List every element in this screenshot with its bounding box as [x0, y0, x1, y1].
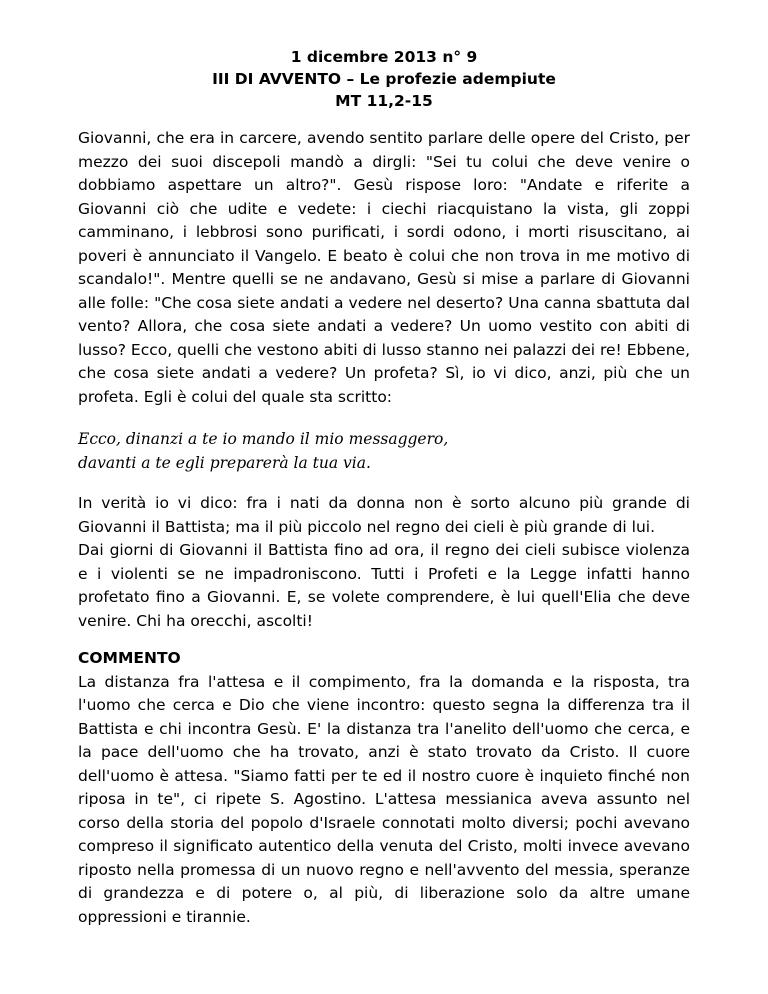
reference-line: MT 11,2-15 — [335, 92, 433, 110]
quote-line-1: Ecco, dinanzi a te io mando il mio messaggero, — [78, 430, 449, 448]
scripture-quote — [78, 428, 690, 475]
commento-title: COMMENTO — [78, 649, 181, 667]
gospel-paragraph-2 — [78, 492, 690, 633]
gospel-paragraph-2b: Dai giorni di Giovanni il Battista fino ad ora, il regno dei cieli subisce violenza e i violenti se ne impadroniscono. Tutti i Profeti e la Legge infatti hanno profetato fino a Giovanni. E, se volete comprendere, è lui quell'Elia che deve venire. Chi ha orecchi, ascolti! — [78, 541, 690, 630]
document-page — [78, 46, 690, 929]
document-header — [78, 46, 690, 112]
quote-line-2: davanti a te egli preparerà la tua via. — [78, 453, 371, 472]
date-line: 1 dicembre 2013 n° 9 — [290, 48, 478, 66]
gospel-paragraph-2a: In verità io vi dico: fra i nati da donna non è sorto alcuno più grande di Giovanni il Battista; ma il più piccolo nel regno dei cieli è più grande di lui. — [78, 494, 690, 536]
gospel-paragraph-1: Giovanni, che era in carcere, avendo sentito parlare delle opere del Cristo, per mezzo dei suoi discepoli mandò a dirgli: "Sei tu colui che deve venire o dobbiamo aspettare un altro?". Gesù rispose loro: "Andate e riferite a Giovanni ciò che udite e vedete: i ciechi riacquistano la vista, gli zoppi camminano, i lebbrosi sono purificati, i sordi odono, i morti risuscitano, ai poveri è annunciato il Vangelo. E beato è colui che non trova in me motivo di scandalo!". Mentre quelli se ne andavano, Gesù si mise a parlare di Giovanni alle folle: "Che cosa siete andati a vedere nel deserto? Una canna sbattuta dal vento? Allora, che cosa siete andati a vedere? Un uomo vestito con abiti di lusso? Ecco, quelli che vestono abiti di lusso stanno nei palazzi dei re! Ebbene, che cosa siete andati a vedere? Un profeta? Sì, io vi dico, anzi, più che un profeta. Egli è colui del quale sta scritto: — [78, 129, 690, 406]
title-line: III DI AVVENTO – Le profezie adempiute — [212, 70, 556, 88]
commento-paragraph: La distanza fra l'attesa e il compimento, fra la domanda e la risposta, tra l'uomo che cerca e Dio che viene incontro: questo segna la differenza tra il Battista e chi incontra Gesù. E' la distanza tra l'anelito dell'uomo che cerca, e la pace dell'uomo che ha trovato, anzi è stato trovato da Cristo. Il cuore dell'uomo è attesa. "Siamo fatti per te ed il nostro cuore è inquieto finché non riposa in te", ci ripete S. Agostino. L'attesa messianica aveva assunto nel corso della storia del popolo d'Israele connotati molto diversi; pochi avevano compreso il significato autentico della venuta del Cristo, molti invece avevano riposto nella promessa di un nuovo regno e nell'avvento del messia, speranze di grandezza e di potere o, al più, di liberazione solo da altre umane oppressioni e tirannie. — [78, 672, 690, 926]
